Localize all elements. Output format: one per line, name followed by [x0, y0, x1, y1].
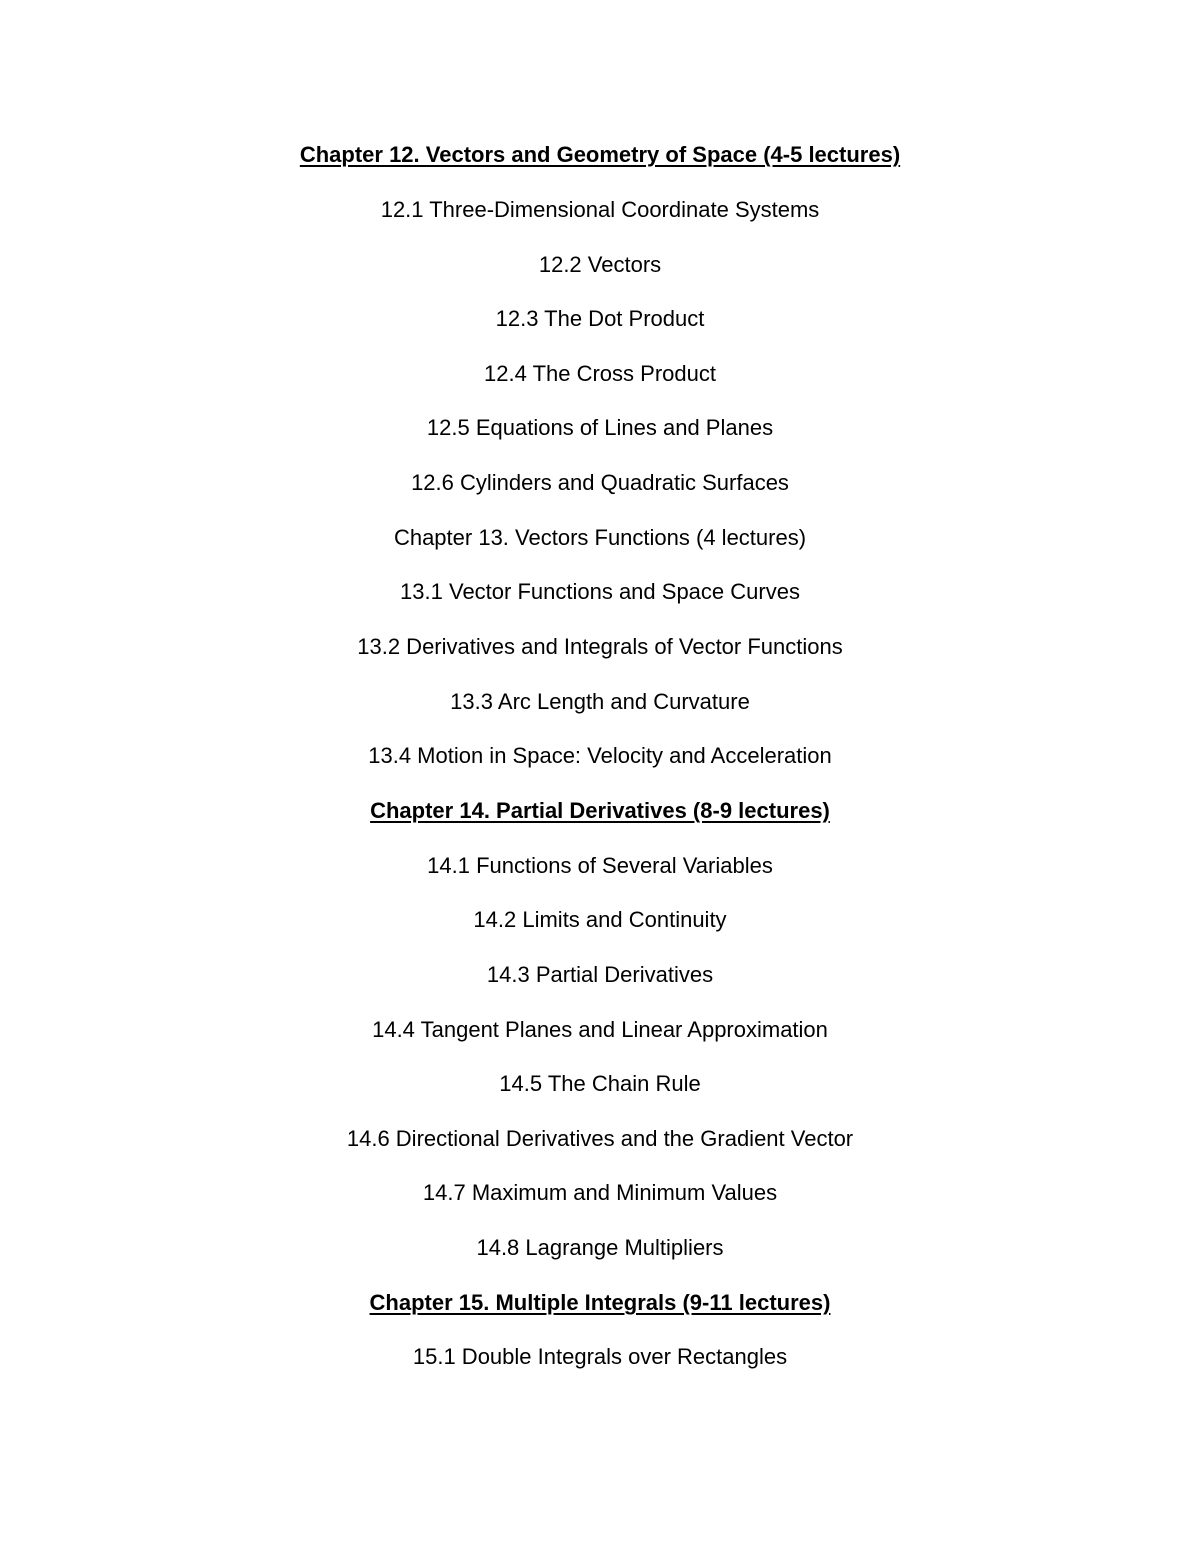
section-14-7: 14.7 Maximum and Minimum Values [422, 1180, 778, 1205]
section-12-3: 12.3 The Dot Product [495, 306, 705, 331]
section-13-1: 13.1 Vector Functions and Space Curves [400, 579, 800, 604]
chapter-15-heading: Chapter 15. Multiple Integrals (9-11 lectures) [369, 1290, 831, 1315]
chapter-12-heading: Chapter 12. Vectors and Geometry of Space (4-5 lectures) [299, 142, 901, 167]
section-14-2: 14.2 Limits and Continuity [473, 907, 727, 932]
section-14-5: 14.5 The Chain Rule [499, 1071, 701, 1096]
section-12-2: 12.2 Vectors [538, 252, 662, 277]
section-12-6: 12.6 Cylinders and Quadratic Surfaces [411, 470, 789, 495]
chapter-13-heading: Chapter 13. Vectors Functions (4 lectures) [393, 525, 807, 550]
section-12-5: 12.5 Equations of Lines and Planes [426, 415, 774, 440]
section-14-1: 14.1 Functions of Several Variables [427, 853, 773, 878]
section-12-1: 12.1 Three-Dimensional Coordinate Systems [380, 197, 820, 222]
section-14-8: 14.8 Lagrange Multipliers [476, 1235, 724, 1260]
section-13-4: 13.4 Motion in Space: Velocity and Acceleration [368, 743, 832, 768]
section-13-3: 13.3 Arc Length and Curvature [450, 689, 750, 714]
chapter-14-heading: Chapter 14. Partial Derivatives (8-9 lectures) [370, 798, 830, 823]
section-12-4: 12.4 The Cross Product [484, 361, 716, 386]
section-14-4: 14.4 Tangent Planes and Linear Approximation [372, 1017, 828, 1042]
section-15-1: 15.1 Double Integrals over Rectangles [412, 1344, 788, 1369]
section-14-6: 14.6 Directional Derivatives and the Gradient Vector [346, 1126, 854, 1151]
section-13-2: 13.2 Derivatives and Integrals of Vector Functions [357, 634, 843, 659]
section-14-3: 14.3 Partial Derivatives [486, 962, 714, 987]
